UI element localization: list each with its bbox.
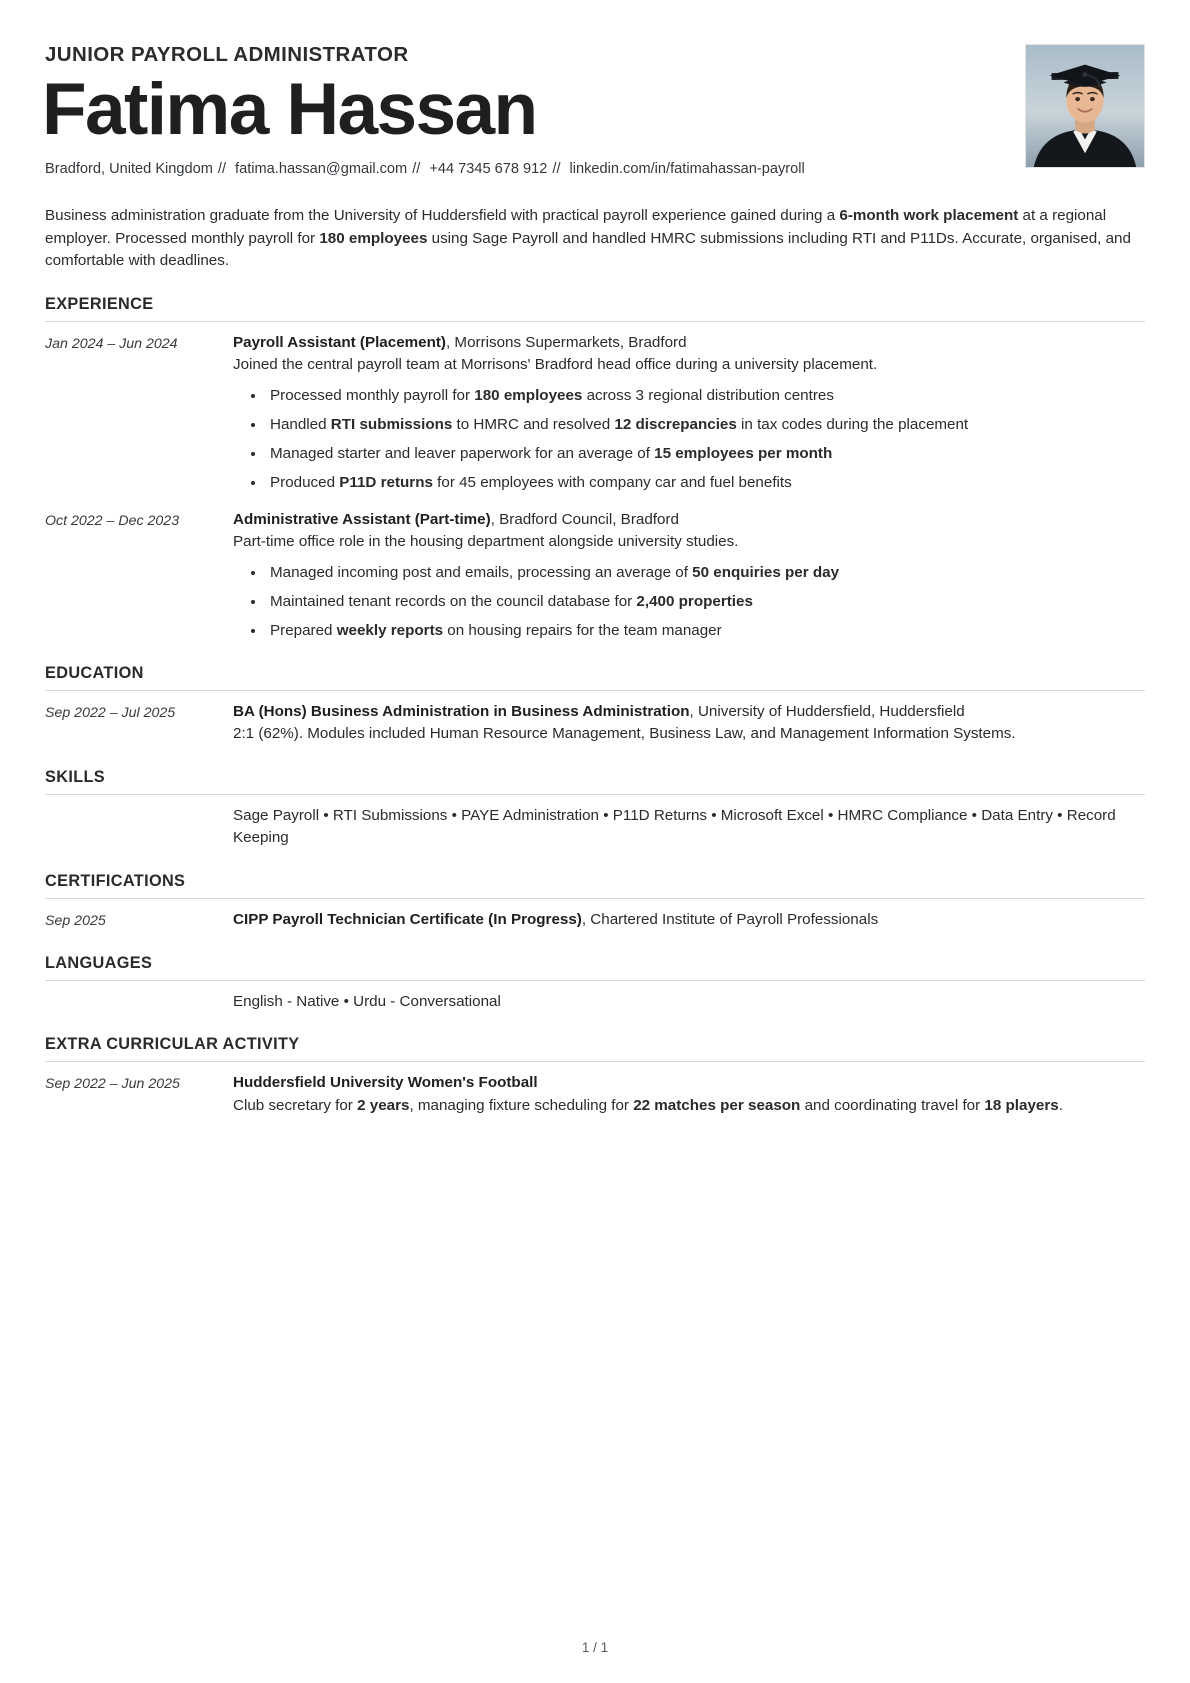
section-heading-skills: SKILLS: [45, 767, 105, 786]
page-number: 1 / 1: [581, 1640, 609, 1655]
section-heading-experience: EXPERIENCE: [45, 294, 154, 313]
section-certifications: [45, 872, 1145, 932]
entry-body: [233, 701, 1145, 746]
summary-text-1: Business administration graduate from the University of Huddersfield with practical payroll experience gained during a: [45, 207, 840, 225]
languages-entry: [45, 991, 1145, 1014]
desc-text: and coordinating travel for: [800, 1096, 985, 1114]
list-item: [266, 414, 1145, 436]
entry-heading: [233, 909, 1145, 931]
entry-description: Part-time office role in the housing department alongside university studies.: [233, 532, 739, 550]
list-item: [266, 591, 1145, 613]
section-divider: [45, 898, 1145, 899]
job-company: , Bradford Council, Bradford: [490, 510, 679, 528]
entry-heading: [233, 701, 1145, 723]
contact-separator: //: [552, 161, 561, 178]
entry-body: [233, 909, 1145, 931]
desc-bold: 2 years: [357, 1096, 410, 1114]
bullet-bold: 2,400 properties: [636, 593, 753, 611]
desc-bold: 18 players: [984, 1096, 1059, 1114]
entry-date: Sep 2025: [45, 912, 106, 929]
summary-bold-2: 180 employees: [319, 229, 428, 247]
entry-date: Jan 2024 – Jun 2024: [45, 335, 178, 352]
summary-bold-1: 6-month work placement: [839, 207, 1019, 225]
experience-entry: [45, 509, 1145, 643]
entry-heading: [233, 1072, 1145, 1094]
certification-entry: [45, 909, 1145, 932]
bullet-text: on housing repairs for the team manager: [443, 622, 722, 640]
section-divider: [45, 794, 1145, 795]
section-divider: [45, 980, 1145, 981]
bullet-text: in tax codes during the placement: [736, 416, 969, 434]
list-item: [266, 443, 1145, 465]
skills-list: Sage Payroll • RTI Submissions • PAYE Administration • P11D Returns • Microsoft Excel • HMRC Compliance • Data Entry • Record Keeping: [233, 806, 1116, 847]
achievement-list: [233, 562, 1145, 642]
contact-line: [45, 159, 1005, 181]
entry-description: [233, 1095, 1145, 1118]
avatar: [1025, 44, 1145, 168]
bullet-text: Maintained tenant records on the council database for: [270, 593, 637, 611]
bullet-text: Processed monthly payroll for: [270, 387, 475, 405]
section-extra-curricular: [45, 1035, 1145, 1117]
bullet-text: Managed starter and leaver paperwork for an average of: [270, 445, 655, 463]
contact-email[interactable]: fatima.hassan@gmail.com: [235, 161, 408, 178]
job-role: Administrative Assistant (Part-time): [233, 510, 491, 528]
summary-text-3: using Sage Payroll and handled HMRC submissions including RTI and P11Ds. Accurate, organised, and comfortable with deadlines.: [45, 229, 1131, 270]
job-company: , Morrisons Supermarkets, Bradford: [445, 333, 687, 351]
section-languages: [45, 954, 1145, 1014]
page-title: Fatima Hassan: [42, 68, 537, 150]
list-item: [266, 562, 1145, 584]
institution-name: , University of Huddersfield, Huddersfield: [689, 703, 965, 721]
certification-name: CIPP Payroll Technician Certificate (In Progress): [233, 910, 582, 928]
bullet-bold: 12 discrepancies: [614, 416, 737, 434]
bullet-text: Prepared: [270, 622, 337, 640]
summary-text-2: at a regional employer. Processed monthly payroll for: [45, 207, 1107, 247]
section-divider: [45, 690, 1145, 691]
bullet-text: Managed incoming post and emails, processing an average of: [270, 564, 693, 582]
achievement-list: [233, 385, 1145, 494]
languages-list: English - Native • Urdu - Conversational: [233, 992, 501, 1010]
section-skills: [45, 768, 1145, 850]
bullet-bold: RTI submissions: [330, 416, 453, 434]
section-divider: [45, 1061, 1145, 1062]
bullet-text: for 45 employees with company car and fuel benefits: [432, 474, 792, 492]
experience-entry: [45, 332, 1145, 495]
headshot-illustration: [1026, 45, 1144, 167]
entry-date: Sep 2022 – Jul 2025: [45, 705, 176, 722]
bullet-text: Handled: [270, 416, 331, 434]
entry-heading: [233, 509, 1145, 531]
entry-body: [233, 1072, 1145, 1117]
entry-date-spacer: [45, 991, 233, 993]
education-entry: [45, 701, 1145, 746]
bullet-text: Produced: [270, 474, 340, 492]
entry-body: [233, 332, 1145, 495]
desc-text: Club secretary for: [233, 1096, 358, 1114]
bullet-bold: 15 employees per month: [654, 445, 833, 463]
entry-date-spacer: [45, 805, 233, 807]
job-title: JUNIOR PAYROLL ADMINISTRATOR: [45, 43, 409, 66]
section-heading-education: EDUCATION: [45, 664, 144, 683]
contact-location: Bradford, United Kingdom: [45, 161, 213, 178]
section-education: [45, 664, 1145, 746]
contact-phone[interactable]: +44 7345 678 912: [429, 161, 548, 178]
bullet-bold: 50 enquiries per day: [692, 564, 840, 582]
resume-header: [42, 38, 1145, 181]
entry-body: [233, 509, 1145, 643]
entry-description: Joined the central payroll team at Morrisons' Bradford head office during a university placement.: [233, 355, 878, 373]
bullet-text: across 3 regional distribution centres: [582, 387, 834, 405]
bullet-bold: 180 employees: [474, 387, 583, 405]
list-item: [266, 472, 1145, 494]
bullet-text: to HMRC and resolved: [452, 416, 615, 434]
page-footer: [0, 1640, 1190, 1655]
section-divider: [45, 321, 1145, 322]
professional-summary: [45, 205, 1145, 273]
bullet-bold: P11D returns: [339, 474, 433, 492]
skills-entry: [45, 805, 1145, 850]
desc-text: , managing fixture scheduling for: [409, 1096, 634, 1114]
contact-linkedin[interactable]: linkedin.com/in/fatimahassan-payroll: [569, 161, 805, 178]
desc-bold: 22 matches per season: [633, 1096, 801, 1114]
section-experience: [45, 295, 1145, 642]
activity-name: Huddersfield University Women's Football: [233, 1074, 538, 1092]
bullet-bold: weekly reports: [336, 622, 444, 640]
header-text-block: [42, 38, 1005, 181]
entry-date: Oct 2022 – Dec 2023: [45, 512, 180, 529]
certification-issuer: , Chartered Institute of Payroll Professionals: [581, 910, 879, 928]
entry-date: Sep 2022 – Jun 2025: [45, 1076, 180, 1093]
list-item: [266, 620, 1145, 642]
section-heading-languages: LANGUAGES: [45, 953, 153, 972]
desc-text: .: [1058, 1096, 1063, 1114]
contact-separator: //: [217, 161, 227, 178]
degree-name: BA (Hons) Business Administration in Business Administration: [233, 703, 690, 721]
contact-separator: //: [412, 161, 421, 178]
job-role: Payroll Assistant (Placement): [233, 333, 446, 351]
section-heading-extra-curricular: EXTRA CURRICULAR ACTIVITY: [45, 1035, 300, 1054]
section-heading-certifications: CERTIFICATIONS: [45, 871, 186, 890]
extra-curricular-entry: [45, 1072, 1145, 1117]
list-item: [266, 385, 1145, 407]
entry-description: 2:1 (62%). Modules included Human Resource Management, Business Law, and Management Information Systems.: [233, 725, 1016, 743]
entry-heading: [233, 332, 1145, 354]
